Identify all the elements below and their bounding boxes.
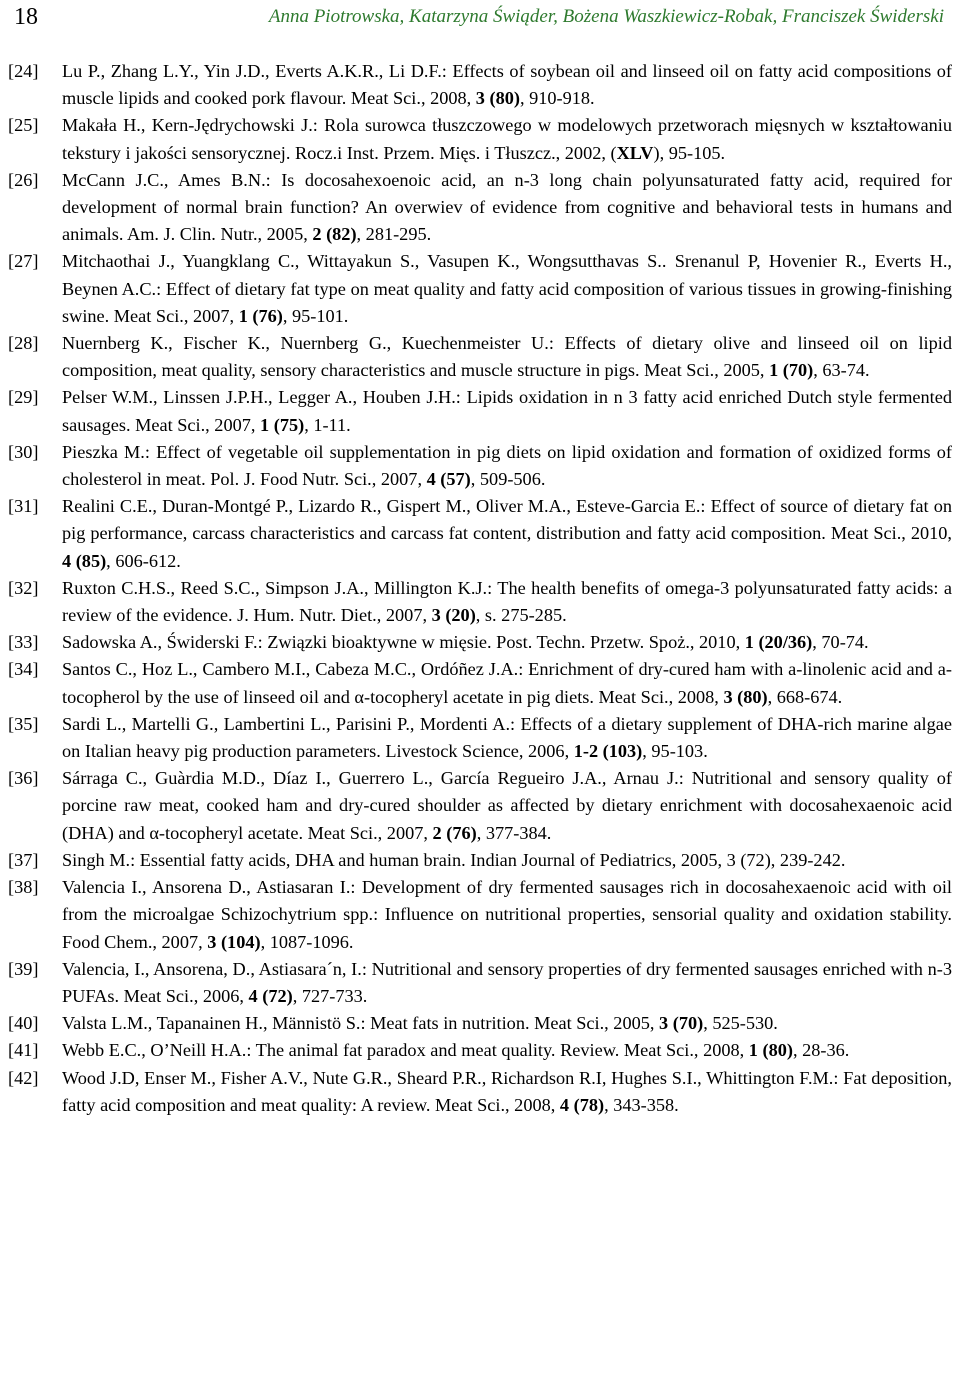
reference-text: , 606-612. <box>106 550 181 571</box>
reference-text: , 525-530. <box>703 1013 778 1034</box>
reference-volume: 1 (75) <box>260 414 305 435</box>
reference-volume: 1 (70) <box>769 360 814 381</box>
reference-text: Mitchaothai J., Yuangklang C., Wittayakun S., Vasupen K., Wongsutthavas S.. Srenanul P, Hovenier R., Everts H., Beynen A.C.: Effect of dietary fat type on meat quality and fatty acid composition of various tissues in growing-finishing swine. Meat Sci., 2007, <box>62 251 952 326</box>
reference-number: [37] <box>8 849 39 870</box>
reference-text: , 1-11. <box>304 414 351 435</box>
reference-number: [27] <box>8 251 39 272</box>
reference-text: , 668-674. <box>767 686 843 707</box>
reference-text: McCann J.C., Ames B.N.: Is docosahexoenoic acid, an n-3 long chain polyunsaturated fatty acid, required for development of normal brain function? An overwiev of evidence from cognitive and behavioral tests in humans and animals. Am. J. Clin. Nutr., 2005, <box>62 169 952 245</box>
reference-number: [24] <box>8 61 39 81</box>
reference-text: Pelser W.M., Linssen J.P.H., Legger A., Houben J.H.: Lipids oxidation in n 3 fatty acid enriched Dutch style fermented sausages. Meat Sci., 2007, <box>62 387 952 435</box>
reference-item <box>8 956 952 1010</box>
reference-volume: 4 (72) <box>248 985 293 1006</box>
reference-text: Valencia, I., Ansorena, D., Astiasara´n, I.: Nutritional and sensory properties of dry fermented sausages enriched with n-3 PUFAs. Meat Sci., 2006, <box>62 958 952 1006</box>
reference-text: Realini C.E., Duran-Montgé P., Lizardo R., Gispert M., Oliver M.A., Esteve-Garcia E.: Effect of source of dietary fat on pig performance, carcass characteristics and carcass fat content, distribution and fatty acid composition. Meat Sci., 2010, <box>62 496 952 544</box>
reference-text: , 343-358. <box>604 1094 679 1115</box>
reference-text: , 727-733. <box>292 985 368 1006</box>
reference-volume: 1-2 (103) <box>573 741 643 762</box>
reference-item <box>8 575 952 629</box>
reference-text: Santos C., Hoz L., Cambero M.I., Cabeza M.C., Ordóñez J.A.: Enrichment of dry-cured ham with a-linolenic acid and a-tocopherol by the use of linseed oil and α-tocopheryl acetate in pig diets. Meat Sci., 2008, <box>62 659 952 707</box>
reference-item <box>8 439 952 493</box>
reference-volume: 4 (85) <box>62 550 107 571</box>
reference-volume: 2 (82) <box>312 224 357 245</box>
reference-item <box>8 248 952 330</box>
reference-number: [26] <box>8 169 39 190</box>
reference-item <box>8 493 952 575</box>
reference-text: Wood J.D, Enser M., Fisher A.V., Nute G.R., Sheard P.R., Richardson R.I, Hughes S.I., Whittington F.M.: Fat deposition, fatty acid composition and meat quality: A review. Meat Sci., 2008, <box>62 1067 952 1115</box>
reference-number: [29] <box>8 387 39 408</box>
reference-text: , 95-101. <box>282 305 349 326</box>
reference-item <box>8 629 952 656</box>
reference-text: Singh M.: Essential fatty acids, DHA and human brain. Indian Journal of Pediatrics, 2005, 3 (72), 239-242. <box>62 849 846 870</box>
reference-item <box>8 330 952 384</box>
reference-number: [31] <box>8 496 39 517</box>
reference-number: [41] <box>8 1040 39 1061</box>
reference-number: [28] <box>8 333 39 354</box>
reference-text: Makała H., Kern-Jędrychowski J.: Rola surowca tłuszczowego w modelowych przetworach mięsnych w kształtowaniu tekstury i jakości sensorycznej. Rocz.i Inst. Przem. Mięs. i Tłuszcz., 2002, ( <box>62 115 952 163</box>
reference-item <box>8 58 952 112</box>
reference-text: , 28-36. <box>792 1040 850 1061</box>
reference-item <box>8 765 952 847</box>
reference-item <box>8 1010 952 1037</box>
reference-number: [39] <box>8 958 39 979</box>
reference-item <box>8 112 952 166</box>
reference-text: Nuernberg K., Fischer K., Nuernberg G., Kuechenmeister U.: Effects of dietary olive and linseed oil on lipid composition, meat quality, sensory characteristics and muscle structure in pigs. Meat Sci., 2005, <box>62 333 952 381</box>
reference-volume: 4 (78) <box>559 1094 605 1115</box>
reference-item <box>8 656 952 710</box>
reference-number: [40] <box>8 1013 39 1034</box>
reference-volume: 3 (80) <box>475 88 520 109</box>
reference-number: [34] <box>8 659 39 680</box>
reference-volume: 1 (76) <box>238 305 283 326</box>
reference-item <box>8 167 952 249</box>
reference-text: Sardi L., Martelli G., Lambertini L., Parisini P., Mordenti A.: Effects of a dietary supplement of DHA-rich marine algae on Italian heavy pig production parameters. Livestock Science, 2006, <box>62 713 952 762</box>
reference-number: [36] <box>8 768 39 789</box>
running-header <box>8 0 952 58</box>
reference-number: [33] <box>8 632 39 653</box>
reference-number: [30] <box>8 441 39 462</box>
reference-item <box>8 1037 952 1064</box>
reference-text: Pieszka M.: Effect of vegetable oil supplementation in pig diets on lipid oxidation and formation of oxidized forms of cholesterol in meat. Pol. J. Food Nutr. Sci., 2007, <box>62 441 952 490</box>
reference-item <box>8 711 952 765</box>
reference-text: , 70-74. <box>812 632 869 653</box>
reference-volume: XLV <box>616 142 654 163</box>
reference-text: , 1087-1096. <box>260 931 354 952</box>
reference-volume: 4 (57) <box>426 469 471 490</box>
reference-number: [38] <box>8 877 39 898</box>
reference-text: , 377-384. <box>476 822 552 843</box>
reference-volume: 3 (20) <box>431 605 476 626</box>
reference-item <box>8 1065 952 1119</box>
reference-text: Lu P., Zhang L.Y., Yin J.D., Everts A.K.R., Li D.F.: Effects of soybean oil and linseed oil on fatty acid compositions of muscle lipids and cooked pork flavour. Meat Sci., 2008, <box>62 61 952 109</box>
reference-text: ), 95-105. <box>653 142 726 163</box>
reference-number: [35] <box>8 713 39 734</box>
reference-item <box>8 847 952 874</box>
reference-text: Sárraga C., Guàrdia M.D., Díaz I., Guerrero L., García Regueiro J.A., Arnau J.: Nutritional and sensory quality of porcine raw meat, cooked ham and dry-cured shoulder as affected by dietary enrichment with docosahexaenoic acid (DHA) and α-tocopheryl acetate. Meat Sci., 2007, <box>62 768 952 843</box>
reference-number: [25] <box>8 115 39 136</box>
reference-text: Valencia I., Ansorena D., Astiasaran I.: Development of dry fermented sausages rich in docosahexaenoic acid with oil from the microalgae Schizochytrium spp.: Influence on nutritional properties, sensorial quality and oxidation stability. Food Chem., 2007, <box>62 877 952 952</box>
reference-text: Ruxton C.H.S., Reed S.C., Simpson J.A., Millington K.J.: The health benefits of omega-3 polyunsaturated fatty acids: a review of the evidence. J. Hum. Nutr. Diet., 2007, <box>62 577 952 626</box>
reference-text: Webb E.C., O’Neill H.A.: The animal fat paradox and meat quality. Review. Meat Sci., 2008, <box>62 1040 749 1061</box>
reference-text: , 509-506. <box>470 469 546 490</box>
reference-volume: 3 (104) <box>207 931 261 952</box>
reference-text: , 281-295. <box>356 224 432 245</box>
reference-volume: 3 (70) <box>659 1013 704 1034</box>
reference-number: [42] <box>8 1067 39 1088</box>
running-header-authors: Anna Piotrowska, Katarzyna Świąder, Bożena Waszkiewicz-Robak, Franciszek Świderski <box>268 6 944 27</box>
reference-item <box>8 384 952 438</box>
reference-text: , 910-918. <box>519 88 595 109</box>
reference-text: Sadowska A., Świderski F.: Związki bioaktywne w mięsie. Post. Techn. Przetw. Spoż., 2010, <box>62 632 745 653</box>
reference-list <box>8 58 952 1119</box>
reference-text: , s. 275-285. <box>475 605 567 626</box>
reference-text: Valsta L.M., Tapanainen H., Männistö S.: Meat fats in nutrition. Meat Sci., 2005, <box>62 1013 660 1034</box>
reference-volume: 1 (80) <box>748 1040 793 1061</box>
reference-volume: 1 (20/36) <box>744 632 813 653</box>
reference-volume: 2 (76) <box>432 822 477 843</box>
reference-number: [32] <box>8 577 39 598</box>
page-number: 18 <box>14 4 38 30</box>
reference-text: , 63-74. <box>813 360 870 381</box>
reference-volume: 3 (80) <box>723 686 768 707</box>
reference-text: , 95-103. <box>642 741 708 762</box>
reference-item <box>8 874 952 956</box>
